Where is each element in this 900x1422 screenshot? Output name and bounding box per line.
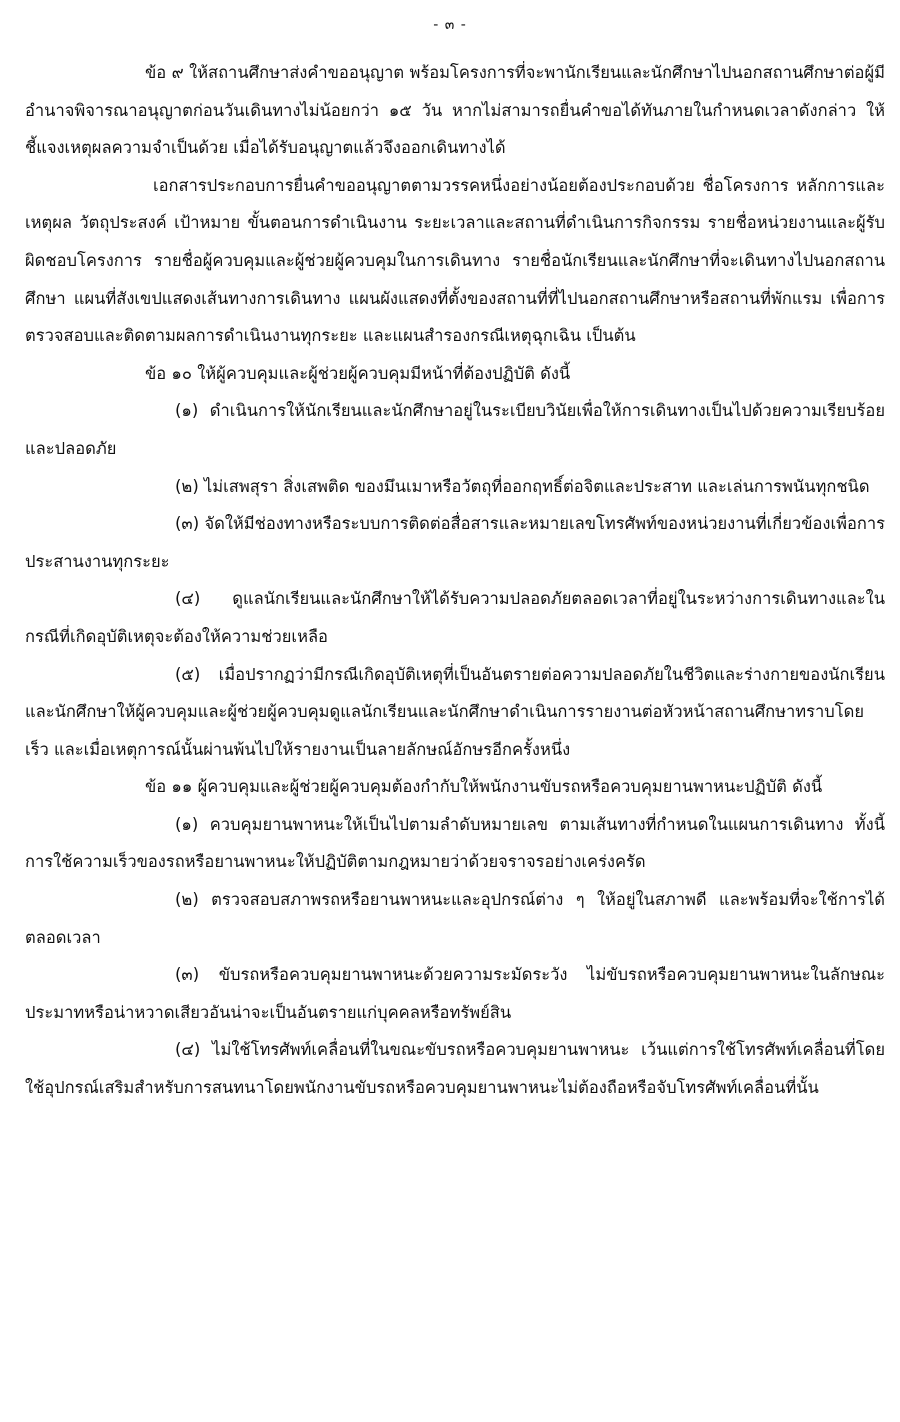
document-body (25, 54, 885, 1107)
article-11-item-3: (๓) ขับรถหรือควบคุมยานพาหนะด้วยความระมัดระวัง ไม่ขับรถหรือควบคุมยานพาหนะในลักษณะประมาทหรือน่าหวาดเสียวอันน่าจะเป็นอันตรายแก่บุคคลหรือทรัพย์สิน (25, 965, 885, 1022)
article-10-item-5: (๕) เมื่อปรากฏว่ามีกรณีเกิดอุบัติเหตุที่เป็นอันตรายต่อความปลอดภัยในชีวิตและร่างกายของนักเรียนและนักศึกษาให้ผู้ควบคุมและผู้ช่วยผู้ควบคุมดูแลนักเรียนและนักศึกษาดำเนินการรายงานต่อหัวหน้าสถานศึกษาทราบโดยเร็ว และเมื่อเหตุการณ์นั้นผ่านพ้นไปให้รายงานเป็นลายลักษณ์อักษรอีกครั้งหนึ่ง (25, 664, 885, 759)
article-9-paragraph: ข้อ ๙ ให้สถานศึกษาส่งคำขออนุญาต พร้อมโครงการที่จะพานักเรียนและนักศึกษาไปนอกสถานศึกษาต่อผู้มีอำนาจพิจารณาอนุญาตก่อนวันเดินทางไม่น้อยกว่า ๑๕ วัน หากไม่สามารถยื่นคำขอได้ทันภายในกำหนดเวลาดังกล่าว ให้ชี้แจงเหตุผลความจำเป็นด้วย เมื่อได้รับอนุญาตแล้วจึงออกเดินทางได้ (25, 63, 885, 158)
article-9-documents-paragraph: เอกสารประกอบการยื่นคำขออนุญาตตามวรรคหนึ่งอย่างน้อยต้องประกอบด้วย ชื่อโครงการ หลักการและเหตุผล วัตถุประสงค์ เป้าหมาย ขั้นตอนการดำเนินงาน ระยะเวลาและสถานที่ดำเนินการกิจกรรม รายชื่อหน่วยงานและผู้รับผิดชอบโครงการ รายชื่อผู้ควบคุมและผู้ช่วยผู้ควบคุมในการเดินทาง รายชื่อนักเรียนและนักศึกษาที่จะเดินทางไปนอกสถานศึกษา แผนที่สังเขปแสดงเส้นทางการเดินทาง แผนผังแสดงที่ตั้งของสถานที่ที่ไปนอกสถานศึกษาหรือสถานที่พักแรม เพื่อการตรวจสอบและติดตามผลการดำเนินงานทุกระยะ และแผนสำรองกรณีเหตุฉุกเฉิน เป็นต้น (25, 175, 885, 346)
article-10-item-1: (๑) ดำเนินการให้นักเรียนและนักศึกษาอยู่ในระเบียบวินัยเพื่อให้การเดินทางเป็นไปด้วยความเรียบร้อยและปลอดภัย (25, 401, 885, 458)
article-10-heading: ข้อ ๑๐ ให้ผู้ควบคุมและผู้ช่วยผู้ควบคุมมีหน้าที่ต้องปฏิบัติ ดังนี้ (145, 363, 571, 383)
page-number: - ๓ - (433, 17, 467, 33)
article-11-heading: ข้อ ๑๑ ผู้ควบคุมและผู้ช่วยผู้ควบคุมต้องกำกับให้พนักงานขับรถหรือควบคุมยานพาหนะปฏิบัติ ดังนี้ (145, 777, 823, 797)
article-11-item-1: (๑) ควบคุมยานพาหนะให้เป็นไปตามลำดับหมายเลข ตามเส้นทางที่กำหนดในแผนการเดินทาง ทั้งนี้ การใช้ความเร็วของรถหรือยานพาหนะให้ปฏิบัติตามกฎหมายว่าด้วยจราจรอย่างเคร่งครัด (25, 814, 885, 872)
article-10-item-2: (๒) ไม่เสพสุรา สิ่งเสพติด ของมึนเมาหรือวัตถุที่ออกฤทธิ์ต่อจิตและประสาท และเล่นการพนันทุกชนิด (175, 476, 870, 496)
article-11-item-4: (๔) ไม่ใช้โทรศัพท์เคลื่อนที่ในขณะขับรถหรือควบคุมยานพาหนะ เว้นแต่การใช้โทรศัพท์เคลื่อนที่โดยใช้อุปกรณ์เสริมสำหรับการสนทนาโดยพนักงานขับรถหรือควบคุมยานพาหนะไม่ต้องถือหรือจับโทรศัพท์เคลื่อนที่นั้น (25, 1040, 885, 1098)
article-10-item-4: (๔) ดูแลนักเรียนและนักศึกษาให้ได้รับความปลอดภัยตลอดเวลาที่อยู่ในระหว่างการเดินทางและในกรณีที่เกิดอุบัติเหตุจะต้องให้ความช่วยเหลือ (25, 589, 885, 646)
article-11-item-2: (๒) ตรวจสอบสภาพรถหรือยานพาหนะและอุปกรณ์ต่าง ๆ ให้อยู่ในสภาพดี และพร้อมที่จะใช้การได้ตลอดเวลา (25, 890, 885, 947)
article-10-item-3: (๓) จัดให้มีช่องทางหรือระบบการติดต่อสื่อสารและหมายเลขโทรศัพท์ของหน่วยงานที่เกี่ยวข้องเพื่อการประสานงานทุกระยะ (25, 514, 885, 571)
